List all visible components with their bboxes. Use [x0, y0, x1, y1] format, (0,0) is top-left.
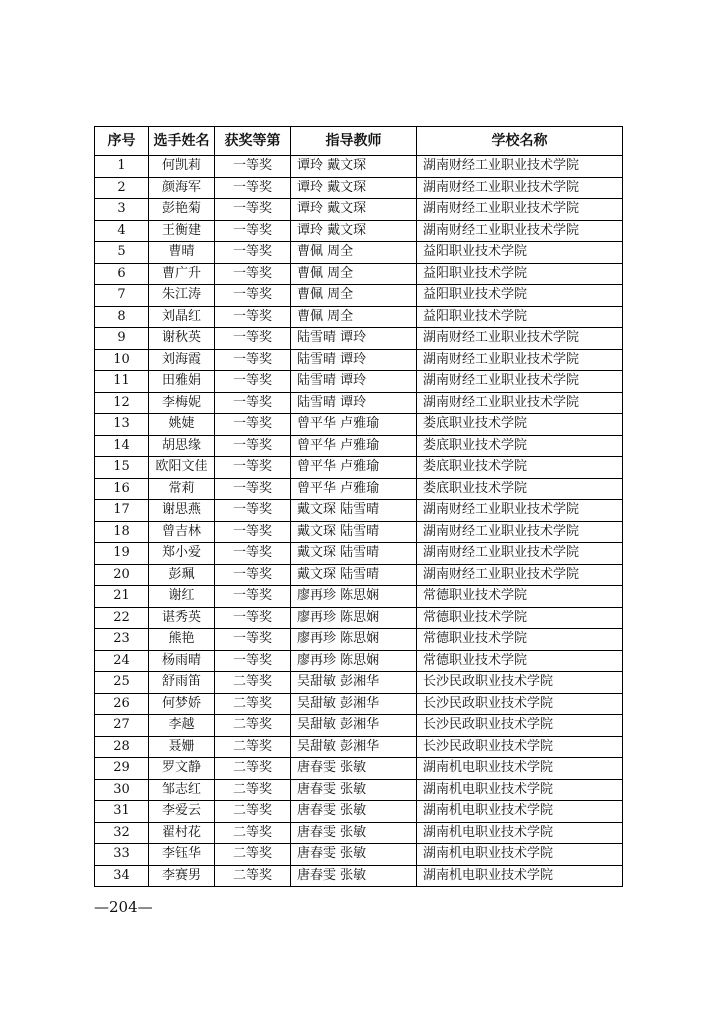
- cell-instructor: 曹佩 周全: [291, 285, 417, 307]
- header-instructor: 指导教师: [291, 127, 417, 156]
- cell-index: 31: [95, 801, 149, 823]
- cell-instructor: 廖再珍 陈思娴: [291, 586, 417, 608]
- awards-table: [94, 126, 623, 887]
- cell-school-name: 湖南财经工业职业技术学院: [417, 392, 623, 414]
- cell-contestant-name: 颜海军: [149, 177, 215, 199]
- cell-award-level: 一等奖: [215, 349, 291, 371]
- table-row: [95, 715, 623, 737]
- cell-school-name: 常德职业技术学院: [417, 650, 623, 672]
- cell-school-name: 湖南机电职业技术学院: [417, 822, 623, 844]
- table-row: [95, 629, 623, 651]
- cell-instructor: 戴文琛 陆雪晴: [291, 521, 417, 543]
- table-body: [95, 156, 623, 887]
- cell-contestant-name: 翟村花: [149, 822, 215, 844]
- cell-index: 14: [95, 435, 149, 457]
- cell-school-name: 长沙民政职业技术学院: [417, 736, 623, 758]
- cell-contestant-name: 彭珮: [149, 564, 215, 586]
- table-row: [95, 779, 623, 801]
- cell-instructor: 曹佩 周全: [291, 306, 417, 328]
- table-row: [95, 392, 623, 414]
- cell-award-level: 一等奖: [215, 285, 291, 307]
- cell-school-name: 湖南财经工业职业技术学院: [417, 328, 623, 350]
- cell-contestant-name: 罗文静: [149, 758, 215, 780]
- table-row: [95, 328, 623, 350]
- cell-award-level: 一等奖: [215, 392, 291, 414]
- header-school-name: 学校名称: [417, 127, 623, 156]
- table-row: [95, 306, 623, 328]
- table-row: [95, 156, 623, 178]
- cell-award-level: 一等奖: [215, 156, 291, 178]
- cell-contestant-name: 李爱云: [149, 801, 215, 823]
- cell-index: 10: [95, 349, 149, 371]
- cell-award-level: 一等奖: [215, 220, 291, 242]
- cell-award-level: 一等奖: [215, 242, 291, 264]
- cell-contestant-name: 曹广升: [149, 263, 215, 285]
- cell-award-level: 二等奖: [215, 672, 291, 694]
- cell-school-name: 长沙民政职业技术学院: [417, 715, 623, 737]
- table-row: [95, 758, 623, 780]
- cell-school-name: 湖南财经工业职业技术学院: [417, 156, 623, 178]
- cell-instructor: 唐春雯 张敏: [291, 801, 417, 823]
- table-row: [95, 478, 623, 500]
- cell-school-name: 湖南财经工业职业技术学院: [417, 564, 623, 586]
- cell-index: 1: [95, 156, 149, 178]
- cell-index: 25: [95, 672, 149, 694]
- cell-index: 5: [95, 242, 149, 264]
- cell-contestant-name: 聂姗: [149, 736, 215, 758]
- cell-award-level: 一等奖: [215, 177, 291, 199]
- header-contestant-name: 选手姓名: [149, 127, 215, 156]
- cell-index: 9: [95, 328, 149, 350]
- cell-contestant-name: 邹志红: [149, 779, 215, 801]
- cell-school-name: 益阳职业技术学院: [417, 242, 623, 264]
- cell-contestant-name: 姚婕: [149, 414, 215, 436]
- cell-award-level: 一等奖: [215, 564, 291, 586]
- cell-award-level: 一等奖: [215, 629, 291, 651]
- cell-contestant-name: 谢思燕: [149, 500, 215, 522]
- cell-award-level: 一等奖: [215, 478, 291, 500]
- cell-award-level: 二等奖: [215, 758, 291, 780]
- cell-index: 2: [95, 177, 149, 199]
- cell-index: 29: [95, 758, 149, 780]
- cell-index: 17: [95, 500, 149, 522]
- cell-instructor: 唐春雯 张敏: [291, 865, 417, 887]
- cell-school-name: 娄底职业技术学院: [417, 478, 623, 500]
- cell-award-level: 一等奖: [215, 306, 291, 328]
- cell-instructor: 曹佩 周全: [291, 242, 417, 264]
- cell-index: 23: [95, 629, 149, 651]
- cell-award-level: 一等奖: [215, 414, 291, 436]
- header-index: 序号: [95, 127, 149, 156]
- cell-contestant-name: 谢红: [149, 586, 215, 608]
- cell-index: 12: [95, 392, 149, 414]
- cell-award-level: 二等奖: [215, 801, 291, 823]
- cell-contestant-name: 郑小爱: [149, 543, 215, 565]
- cell-contestant-name: 谢秋英: [149, 328, 215, 350]
- table-header-row: [95, 127, 623, 156]
- cell-contestant-name: 常莉: [149, 478, 215, 500]
- cell-school-name: 湖南机电职业技术学院: [417, 844, 623, 866]
- cell-instructor: 陆雪晴 谭玲: [291, 392, 417, 414]
- cell-contestant-name: 谌秀英: [149, 607, 215, 629]
- cell-award-level: 一等奖: [215, 263, 291, 285]
- cell-award-level: 一等奖: [215, 607, 291, 629]
- table-row: [95, 693, 623, 715]
- cell-instructor: 唐春雯 张敏: [291, 844, 417, 866]
- cell-award-level: 一等奖: [215, 371, 291, 393]
- cell-contestant-name: 李梅妮: [149, 392, 215, 414]
- cell-contestant-name: 李越: [149, 715, 215, 737]
- cell-index: 26: [95, 693, 149, 715]
- cell-contestant-name: 曾吉林: [149, 521, 215, 543]
- cell-school-name: 娄底职业技术学院: [417, 457, 623, 479]
- cell-school-name: 长沙民政职业技术学院: [417, 693, 623, 715]
- cell-award-level: 二等奖: [215, 715, 291, 737]
- cell-index: 4: [95, 220, 149, 242]
- cell-award-level: 一等奖: [215, 586, 291, 608]
- table-row: [95, 607, 623, 629]
- cell-contestant-name: 朱江涛: [149, 285, 215, 307]
- cell-award-level: 一等奖: [215, 521, 291, 543]
- cell-instructor: 廖再珍 陈思娴: [291, 629, 417, 651]
- cell-award-level: 一等奖: [215, 650, 291, 672]
- cell-contestant-name: 何梦娇: [149, 693, 215, 715]
- cell-contestant-name: 王衡建: [149, 220, 215, 242]
- cell-school-name: 湖南机电职业技术学院: [417, 758, 623, 780]
- table-row: [95, 672, 623, 694]
- cell-instructor: 戴文琛 陆雪晴: [291, 500, 417, 522]
- cell-instructor: 唐春雯 张敏: [291, 822, 417, 844]
- table-row: [95, 199, 623, 221]
- table-row: [95, 586, 623, 608]
- table-row: [95, 822, 623, 844]
- cell-instructor: 吴甜敏 彭湘华: [291, 672, 417, 694]
- cell-index: 13: [95, 414, 149, 436]
- cell-contestant-name: 胡思缘: [149, 435, 215, 457]
- cell-instructor: 谭玲 戴文琛: [291, 156, 417, 178]
- cell-award-level: 一等奖: [215, 199, 291, 221]
- awards-table-container: [94, 126, 622, 887]
- cell-contestant-name: 欧阳文佳: [149, 457, 215, 479]
- cell-school-name: 湖南财经工业职业技术学院: [417, 220, 623, 242]
- cell-school-name: 娄底职业技术学院: [417, 414, 623, 436]
- cell-school-name: 长沙民政职业技术学院: [417, 672, 623, 694]
- cell-award-level: 二等奖: [215, 822, 291, 844]
- table-row: [95, 801, 623, 823]
- table-row: [95, 263, 623, 285]
- cell-instructor: 曾平华 卢雅瑜: [291, 435, 417, 457]
- cell-instructor: 唐春雯 张敏: [291, 758, 417, 780]
- cell-award-level: 二等奖: [215, 779, 291, 801]
- cell-school-name: 益阳职业技术学院: [417, 263, 623, 285]
- table-row: [95, 220, 623, 242]
- cell-school-name: 常德职业技术学院: [417, 586, 623, 608]
- cell-instructor: 陆雪晴 谭玲: [291, 371, 417, 393]
- table-row: [95, 564, 623, 586]
- cell-school-name: 湖南财经工业职业技术学院: [417, 521, 623, 543]
- cell-instructor: 曾平华 卢雅瑜: [291, 414, 417, 436]
- cell-contestant-name: 李钰华: [149, 844, 215, 866]
- cell-instructor: 谭玲 戴文琛: [291, 220, 417, 242]
- cell-index: 21: [95, 586, 149, 608]
- table-row: [95, 242, 623, 264]
- cell-instructor: 唐春雯 张敏: [291, 779, 417, 801]
- cell-contestant-name: 何凯莉: [149, 156, 215, 178]
- cell-index: 3: [95, 199, 149, 221]
- cell-index: 22: [95, 607, 149, 629]
- cell-school-name: 湖南机电职业技术学院: [417, 801, 623, 823]
- cell-contestant-name: 杨雨晴: [149, 650, 215, 672]
- table-row: [95, 521, 623, 543]
- cell-index: 15: [95, 457, 149, 479]
- cell-award-level: 二等奖: [215, 736, 291, 758]
- table-row: [95, 457, 623, 479]
- cell-instructor: 廖再珍 陈思娴: [291, 650, 417, 672]
- cell-instructor: 谭玲 戴文琛: [291, 177, 417, 199]
- cell-award-level: 二等奖: [215, 865, 291, 887]
- cell-instructor: 曹佩 周全: [291, 263, 417, 285]
- cell-index: 7: [95, 285, 149, 307]
- table-row: [95, 371, 623, 393]
- cell-index: 11: [95, 371, 149, 393]
- cell-school-name: 湖南财经工业职业技术学院: [417, 349, 623, 371]
- cell-index: 34: [95, 865, 149, 887]
- cell-instructor: 戴文琛 陆雪晴: [291, 564, 417, 586]
- cell-school-name: 益阳职业技术学院: [417, 306, 623, 328]
- table-row: [95, 285, 623, 307]
- cell-index: 19: [95, 543, 149, 565]
- table-row: [95, 414, 623, 436]
- page-number: —204—: [94, 898, 153, 916]
- cell-instructor: 吴甜敏 彭湘华: [291, 736, 417, 758]
- cell-index: 28: [95, 736, 149, 758]
- cell-award-level: 一等奖: [215, 500, 291, 522]
- cell-award-level: 一等奖: [215, 543, 291, 565]
- cell-contestant-name: 曹晴: [149, 242, 215, 264]
- cell-contestant-name: 刘晶红: [149, 306, 215, 328]
- cell-index: 18: [95, 521, 149, 543]
- cell-contestant-name: 刘海霞: [149, 349, 215, 371]
- cell-school-name: 常德职业技术学院: [417, 629, 623, 651]
- table-row: [95, 736, 623, 758]
- cell-contestant-name: 舒雨笛: [149, 672, 215, 694]
- cell-instructor: 廖再珍 陈思娴: [291, 607, 417, 629]
- cell-award-level: 二等奖: [215, 693, 291, 715]
- cell-index: 20: [95, 564, 149, 586]
- cell-instructor: 曾平华 卢雅瑜: [291, 457, 417, 479]
- cell-index: 30: [95, 779, 149, 801]
- table-row: [95, 349, 623, 371]
- table-row: [95, 650, 623, 672]
- table-row: [95, 865, 623, 887]
- cell-instructor: 陆雪晴 谭玲: [291, 349, 417, 371]
- cell-contestant-name: 熊艳: [149, 629, 215, 651]
- cell-school-name: 益阳职业技术学院: [417, 285, 623, 307]
- table-row: [95, 500, 623, 522]
- cell-school-name: 湖南机电职业技术学院: [417, 865, 623, 887]
- table-row: [95, 543, 623, 565]
- cell-instructor: 戴文琛 陆雪晴: [291, 543, 417, 565]
- cell-school-name: 常德职业技术学院: [417, 607, 623, 629]
- header-award-level: 获奖等第: [215, 127, 291, 156]
- table-row: [95, 435, 623, 457]
- cell-instructor: 吴甜敏 彭湘华: [291, 693, 417, 715]
- table-row: [95, 177, 623, 199]
- cell-index: 16: [95, 478, 149, 500]
- cell-award-level: 二等奖: [215, 844, 291, 866]
- cell-award-level: 一等奖: [215, 435, 291, 457]
- cell-index: 33: [95, 844, 149, 866]
- cell-school-name: 湖南财经工业职业技术学院: [417, 543, 623, 565]
- table-row: [95, 844, 623, 866]
- cell-index: 24: [95, 650, 149, 672]
- cell-school-name: 湖南财经工业职业技术学院: [417, 371, 623, 393]
- cell-school-name: 湖南财经工业职业技术学院: [417, 199, 623, 221]
- cell-school-name: 湖南财经工业职业技术学院: [417, 500, 623, 522]
- cell-instructor: 陆雪晴 谭玲: [291, 328, 417, 350]
- cell-contestant-name: 田雅娟: [149, 371, 215, 393]
- cell-instructor: 吴甜敏 彭湘华: [291, 715, 417, 737]
- cell-contestant-name: 彭艳菊: [149, 199, 215, 221]
- cell-school-name: 娄底职业技术学院: [417, 435, 623, 457]
- cell-index: 27: [95, 715, 149, 737]
- cell-award-level: 一等奖: [215, 328, 291, 350]
- cell-school-name: 湖南机电职业技术学院: [417, 779, 623, 801]
- cell-index: 32: [95, 822, 149, 844]
- cell-school-name: 湖南财经工业职业技术学院: [417, 177, 623, 199]
- cell-index: 6: [95, 263, 149, 285]
- cell-instructor: 谭玲 戴文琛: [291, 199, 417, 221]
- cell-contestant-name: 李赛男: [149, 865, 215, 887]
- cell-index: 8: [95, 306, 149, 328]
- cell-award-level: 一等奖: [215, 457, 291, 479]
- cell-instructor: 曾平华 卢雅瑜: [291, 478, 417, 500]
